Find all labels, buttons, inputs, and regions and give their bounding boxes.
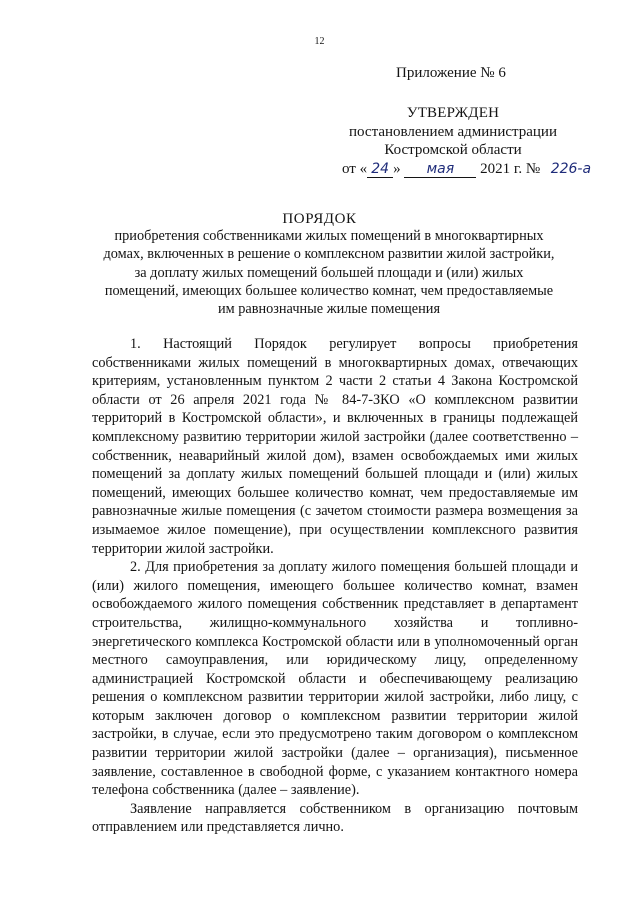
document-body [92, 335, 578, 837]
handwritten-number: 226-а [550, 161, 592, 177]
handwritten-month: мая [404, 162, 476, 178]
date-prefix: от « [342, 161, 368, 177]
approval-line-2: Костромской области [384, 142, 522, 159]
document-subtitle: приобретения собственниками жилых помещений в многоквартирных домах, включенных в решение о комплексном развитии жилой застройки, за доплату жилых помещений большей площади и (или) жилых помещений, имеющих большее количество комнат, чем предоставляемые им равнозначные жилые помещения [103, 228, 555, 318]
approval-title: УТВЕРЖДЕН [406, 105, 500, 121]
paragraph-3: Заявление направляется собственником в организацию почтовым отправлением или представляется лично. [92, 800, 578, 836]
approval-line-1: постановлением администрации [349, 123, 557, 140]
year-and-number-label: 2021 г. № [480, 161, 541, 177]
decree-date-line [342, 160, 612, 178]
appendix-label: Приложение № 6 [396, 65, 506, 81]
date-mid: » [393, 161, 401, 177]
approval-block [335, 104, 571, 160]
handwritten-day: 24 [367, 162, 393, 178]
paragraph-1: 1. Настоящий Порядок регулирует вопросы приобретения собственниками жилых помещений в многоквартирных домах, отвечающих критериям, установленным пунктом 2 части 2 статьи 4 Закона Костромской области от 26 апреля 2021 года № 84-7-ЗКО «О комплексном развитии территорий в Костромской области», и включенных в границы подлежащей комплексному развитию территории жилой застройки (далее соответственно – собственник, неаварийный жилой дом), взамен освобождаемых ими жилых помещений за доплату жилых помещений большей площади и (или) жилых помещений, имеющих большее количество комнат, чем предоставляемые им равнозначные жилые помещения (с зачетом стоимости размера возмещения за изымаемое жилое помещение), при осуществлении комплексного развития территории жилой застройки. [92, 336, 578, 557]
page-number: 12 [314, 36, 325, 47]
paragraph-2: 2. Для приобретения за доплату жилого помещения большей площади и (или) жилого помещения, имеющего большее количество комнат, взамен освобождаемого жилого помещения собственник представляет в департамент строительства, жилищно-коммунального хозяйства и топливно-энергетического комплекса Костромской области или в уполномоченный орган местного самоуправления, или юридическому лицу, определенному администрацией Костромской области и обеспечивающему реализацию решения о комплексном развитии территории жилой застройки, либо лицу, с которым заключен договор о комплексном развитии территории жилой застройки, в случае, если это предусмотрено таким договором о комплексном развитии территории жилой застройки (далее – организация), письменное заявление, составленное в свободной форме, с указанием контактного номера телефона собственника (далее – заявление). [92, 559, 578, 799]
document-title: ПОРЯДОК [282, 211, 357, 227]
